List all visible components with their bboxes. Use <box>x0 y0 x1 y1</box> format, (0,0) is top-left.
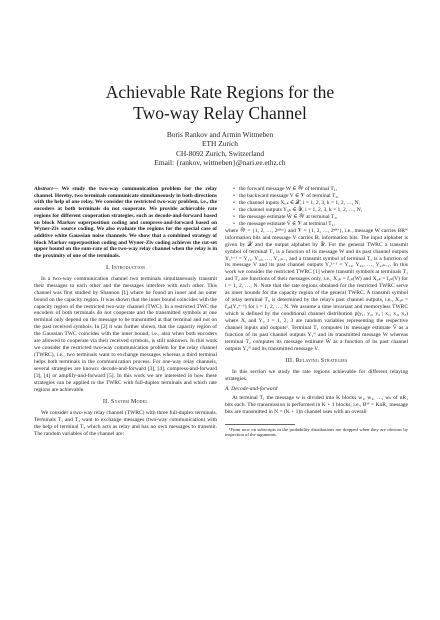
title-line-1: Achievable Rate Regions for the <box>105 82 335 102</box>
author-block <box>0 130 440 168</box>
list-item: • the message estimate V̂ ∈ 𝒱 at terminal T₁, <box>233 221 408 228</box>
random-variables-list <box>225 186 408 228</box>
list-item: • the channel inputs Xᵢ,ₖ ∈ 𝒳, i = 1, 2, 3, k = 1, 2, …, N, <box>233 200 408 207</box>
section-heading-introduction: I. Introduction <box>105 263 146 271</box>
system-model-paragraph: We consider a two-way relay channel (TWRC) with three full-duplex terminals. Terminals T₁ and T₂ want to exchange messages (two-way communication) with the help of terminal T₃ which acts as relay and has no own messages to transmit. The random variables of the channel are: <box>34 409 217 437</box>
right-column <box>225 186 408 438</box>
intro-paragraph: In a two-way communication channel two terminals simultaneously transmit their messages to each other and the messages interfere with each other. This channel was first studied by Shannon [1] where he found an inner and an outer bound on the capacity region. It was shown that the inner bound coincides with the capacity region of the restricted two-way channel (TWC). In a restricted TWC the encoders of both terminals do not cooperate and the transmitted symbols at one terminal only depend on the message to be transmitted at that terminal and not on the past received symbols. In [2] it was further shown, that the capacity region of the Gaussian TWC coincides with the inner bound, i.e., also when both encoders are allowed to cooperate via their received symbols, is still unknown. In this work we consider the restricted two-way communication problem for the relay channel (TWRC), i.e., two terminals want to exchange messages whereas a third terminal helps both terminals in the communication process. For one-way relay channels, several strategies are known: decode-and-forward [3], [4], compress-and-forward [3], [4] or amplify-and-forward [5]. In this work we are interested in how these strategies can be applied to the TWRC with full-duplex terminals and which rate regions are achievable. <box>34 275 217 393</box>
left-column <box>34 186 217 438</box>
author-affiliation: ETH Zurich <box>202 139 238 149</box>
footnote-text: From now on subscripts in the probability distributions are dropped when they are obvious by inspection of the arguments. <box>225 426 408 438</box>
paper-title <box>0 82 440 124</box>
list-item: • the message estimate Ŵ ∈ 𝒲 at terminal T₂, <box>233 214 408 221</box>
section-heading-relaying-strategies: III. Relaying Strategies <box>285 356 348 364</box>
list-item: • the channel outputs Yᵢ,ₖ ∈ 𝒴, i = 1, 2, 3, k = 1, 2, …, N, <box>233 207 408 214</box>
footnote <box>225 427 408 439</box>
section-heading-system-model: II. System Model <box>102 397 149 405</box>
author-address: CH-8092 Zurich, Switzerland <box>175 148 265 158</box>
list-item: • the forward message W ∈ 𝒲 of terminal T₁, <box>233 186 408 193</box>
abstract-lead: Abstract <box>34 186 53 192</box>
footnote-mark: ¹ <box>229 426 231 432</box>
abstract <box>34 186 217 260</box>
relaying-intro-paragraph: In this section we study the rate regions achievable for different relaying strategies. <box>225 368 408 382</box>
decode-forward-paragraph: At terminal T₁ the message w is divided into K blocks w₁, w₂, …, wₖ of nR₁ bits each. The transmission is performed in K + 1 blocks, i.e., Bᵂ = KnR₁ message bits are transmitted in N = (K + 1)n channel uses with an overall <box>225 394 408 415</box>
abstract-text: — We study the two-way communication problem for the relay channel. Hereby, two terminals communicate simultaneously in both directions with the help of one relay. We consider the restricted two-way problem, i.e., the encoders at both terminals do not cooperate. We provide achievable rate regions for different cooperation strategies, such as decode-and-forward based on block Markov superposition coding and compress-and-forward based on Wyner-Ziv source coding. We also evaluate the regions for the special case of additive white Gaussian noise channels. We show that a combined strategy of block Markov superposition coding and Wyner-Ziv coding achieves the cut-set upper bound on the sum-rate of the two-way relay channel when the relay is in the proximity of one of the terminals. <box>34 186 217 260</box>
subsection-heading-decode-and-forward: A. Decode-and-forward <box>225 385 278 392</box>
list-item: • the backward message V ∈ 𝒱 of terminal T₂, <box>233 193 408 200</box>
title-line-2: Two-way Relay Channel <box>133 103 307 123</box>
author-names: Boris Rankov and Armin Wittneben <box>166 130 274 139</box>
author-email: Email: {rankov, wittneben}@nari.ee.ethz.ch <box>154 158 286 168</box>
system-model-paragraph-2: where 𝒲 = {1, 2, …, 2ⁿᴿʷ} and 𝒱 = {1, 2, …, 2ⁿᴿᵛ}, i.e., message W carries BRᵂ information bits and message V carries Bᵥ information bits. The input alphabet is given by 𝒳 and the output alphabet by 𝒴. For the general TWRC a transmit symbol of terminal T₁ is a function of its message W and its past channel outputs Y₁ᵏ⁻¹ = Y₁₁, Y₁₂, …, Y₁,ₖ₋₁ and a transmit symbol of terminal T₂ is a function of its message V and its past channel outputs Y₂ᵏ⁻¹ = Y₂₁, Y₂₂, …, Y₂,ₖ₋₁. In this work we consider the restricted TWRC [1] where transmit symbols at terminals T₁ and T₂ are functions of their messages only, i.e., X₁ₖ = f₁ₖ(W) and X₂ₖ = f₂ₖ(V) for i = 1, 2, …, N. Note that the rate regions obtained for the restricted TWRC serve as inner bounds for the capacity region of the general TWRC. A transmit symbol of relay terminal T₃ is determined by the relay's past channel outputs, i.e., X₃ₖ = f₃ₖ(Y₃ᵏ⁻¹) for i = 1, 2, …, N. We assume a time invariant and memoryless TWRC which is defined by the conditional channel distribution p(y₁, y₂, y₃ | x₁, x₂, x₃) where Xᵢ and Yᵢ, t = 1, 2, 3 are random variables representing the respective channel inputs and outputs¹. Terminal T₁ computes its message estimate V̂ as a function of its past channel outputs Y₁ᴺ and its transmitted message W whereas terminal T₂ computes its message estimate Ŵ as a function of its past channel outputs Y₂ᴺ and its transmitted message V. <box>225 227 408 352</box>
